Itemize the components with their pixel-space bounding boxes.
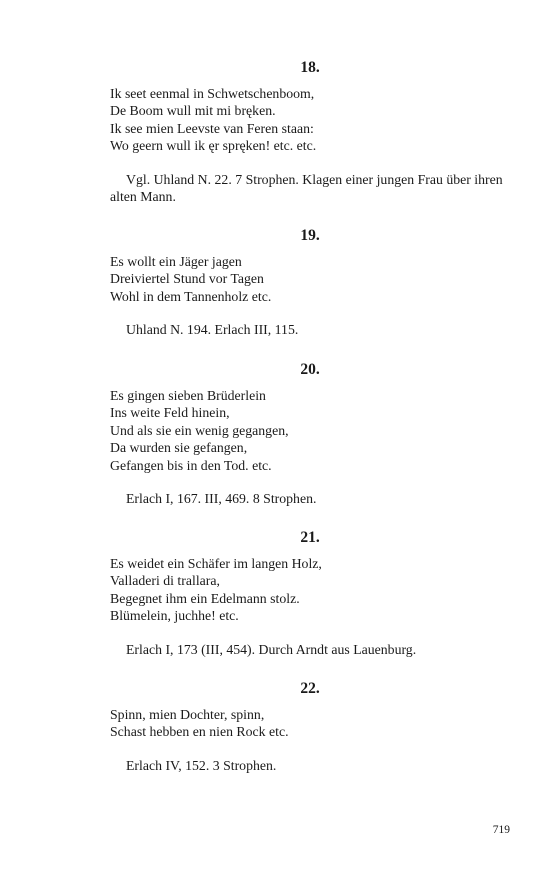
song-verse (110, 85, 510, 155)
verse-line: Wohl in dem Tannenholz etc. (110, 288, 272, 304)
verse-line: Es gingen sieben Brüderlein (110, 388, 266, 403)
verse-line: Spinn, mien Dochter, spinn, (110, 707, 265, 722)
verse-line: Es wollt ein Jäger jagen (110, 254, 242, 269)
song-22 (110, 680, 510, 774)
song-18 (110, 59, 510, 205)
verse-line: Und als sie ein wenig gegangen, (110, 422, 289, 438)
song-number: 22. (300, 680, 320, 697)
song-verse (110, 387, 510, 474)
verse-line: Da wurden sie gefangen, (110, 440, 248, 456)
verse-line: Ins weite Feld hinein, (110, 405, 230, 421)
verse-line: De Boom wull mit mi bręken. (110, 103, 276, 119)
song-19 (110, 227, 510, 339)
verse-line: Begegnet ihm ein Edelmann stolz. (110, 590, 300, 606)
verse-line: Es weidet ein Schäfer im langen Holz, (110, 556, 322, 571)
song-number: 19. (300, 227, 320, 244)
verse-line: Gefangen bis in den Tod. etc. (110, 457, 272, 473)
page-number: 719 (492, 824, 510, 836)
song-20 (110, 361, 510, 507)
verse-line: Ik see mien Leevste van Feren staan: (110, 120, 314, 136)
song-number: 21. (300, 529, 320, 546)
song-note: Erlach IV, 152. 3 Strophen. (126, 757, 277, 773)
song-note: Erlach I, 167. III, 469. 8 Strophen. (126, 491, 317, 507)
song-verse (110, 706, 510, 741)
verse-line: Schast hebben en nien Rock etc. (110, 724, 289, 740)
song-21 (110, 529, 510, 658)
song-note: Erlach I, 173 (III, 454). Durch Arndt aus Lauenburg. (126, 641, 417, 657)
song-verse (110, 253, 510, 305)
verse-line: Dreiviertel Stund vor Tagen (110, 271, 264, 287)
song-verse (110, 555, 510, 625)
verse-line: Blümelein, juchhe! etc. (110, 608, 239, 624)
verse-line: Ik seet eenmal in Schwetschenboom, (110, 86, 315, 101)
verse-line: Wo geern wull ik ęr spręken! etc. etc. (110, 138, 317, 154)
song-note: Vgl. Uhland N. 22. 7 Strophen. Klagen einer jungen Frau über ihren alten Mann. (110, 171, 503, 205)
song-number: 20. (300, 361, 320, 378)
song-note: Uhland N. 194. Erlach III, 115. (126, 322, 299, 338)
song-number: 18. (300, 59, 320, 76)
verse-line: Valladeri di trallara, (110, 573, 220, 589)
